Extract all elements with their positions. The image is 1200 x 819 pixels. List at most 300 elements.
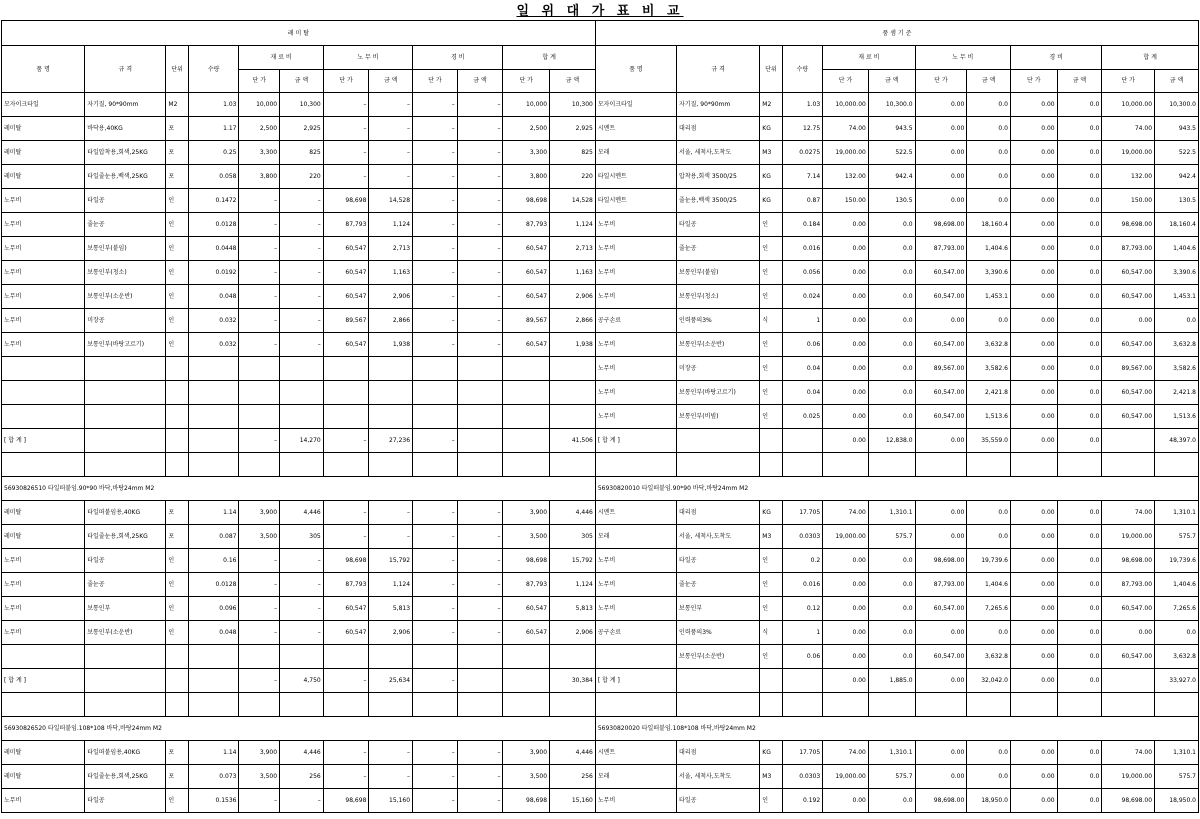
right-cell bbox=[1102, 429, 1155, 453]
left-cell: – bbox=[457, 789, 503, 813]
left-cell: 노무비 bbox=[2, 213, 85, 237]
right-cell: 98,698.00 bbox=[915, 549, 967, 573]
left-cell bbox=[550, 357, 596, 381]
right-cell: 0.0 bbox=[967, 141, 1011, 165]
header-unit: 단위 bbox=[760, 46, 782, 93]
left-cell bbox=[239, 453, 280, 477]
right-cell bbox=[782, 453, 823, 477]
right-cell: 0.00 bbox=[823, 237, 869, 261]
right-cell: 522.5 bbox=[1155, 141, 1199, 165]
right-cell: 1,404.6 bbox=[1155, 237, 1199, 261]
right-cell bbox=[595, 645, 676, 669]
left-cell: 87,793 bbox=[503, 213, 550, 237]
right-cell: 식 bbox=[760, 309, 782, 333]
left-cell: 256 bbox=[280, 765, 324, 789]
right-cell: 0.00 bbox=[823, 357, 869, 381]
right-cell: KG bbox=[760, 165, 782, 189]
right-cell: 2,421.8 bbox=[967, 381, 1011, 405]
right-cell: 0.00 bbox=[823, 597, 869, 621]
header-material: 재 료 비 bbox=[823, 46, 915, 70]
table-row bbox=[2, 117, 1199, 141]
right-cell: 0.00 bbox=[1010, 93, 1057, 117]
left-cell: – bbox=[323, 429, 369, 453]
left-cell: – bbox=[369, 765, 413, 789]
left-cell: 포 bbox=[166, 525, 188, 549]
left-cell: 10,300 bbox=[280, 93, 324, 117]
right-cell bbox=[1155, 453, 1199, 477]
right-cell: 서울, 세척사,도착도 bbox=[677, 525, 760, 549]
left-cell: 10,000 bbox=[239, 93, 280, 117]
right-cell: 575.7 bbox=[1155, 525, 1199, 549]
right-cell: 0.0 bbox=[1155, 309, 1199, 333]
right-cell: 1,310.1 bbox=[868, 741, 915, 765]
right-cell: 모자이크타일 bbox=[595, 93, 676, 117]
left-cell bbox=[550, 381, 596, 405]
right-cell: 0.0 bbox=[967, 741, 1011, 765]
right-cell: 시멘트 bbox=[595, 117, 676, 141]
right-cell: 0.00 bbox=[915, 165, 967, 189]
left-cell: – bbox=[457, 525, 503, 549]
right-cell: 0.0275 bbox=[782, 141, 823, 165]
left-cell bbox=[413, 453, 458, 477]
left-cell: 노무비 bbox=[2, 261, 85, 285]
right-cell: 7,265.6 bbox=[967, 597, 1011, 621]
table-row bbox=[2, 453, 1199, 477]
right-cell: 노무비 bbox=[595, 789, 676, 813]
left-cell: 0.087 bbox=[188, 525, 239, 549]
right-cell: 인 bbox=[760, 213, 782, 237]
right-cell: 0.0 bbox=[1057, 429, 1102, 453]
left-cell bbox=[323, 405, 369, 429]
table-row bbox=[2, 141, 1199, 165]
left-cell: – bbox=[457, 213, 503, 237]
right-cell: 타일공 bbox=[677, 789, 760, 813]
left-cell: 98,698 bbox=[503, 549, 550, 573]
right-cell: 0.0 bbox=[868, 789, 915, 813]
right-cell: 60,547.00 bbox=[915, 285, 967, 309]
left-cell bbox=[2, 645, 85, 669]
left-cell: 3,500 bbox=[239, 525, 280, 549]
left-cell bbox=[457, 693, 503, 717]
left-cell bbox=[280, 381, 324, 405]
left-cell: – bbox=[280, 237, 324, 261]
right-cell: 모래 bbox=[595, 525, 676, 549]
left-cell bbox=[166, 669, 188, 693]
table-row bbox=[2, 573, 1199, 597]
left-cell bbox=[85, 669, 166, 693]
left-cell bbox=[166, 429, 188, 453]
right-cell: 공구손료 bbox=[595, 621, 676, 645]
right-cell: 0.0 bbox=[1057, 765, 1102, 789]
left-cell: 레미탈 bbox=[2, 501, 85, 525]
left-cell: 2,713 bbox=[550, 237, 596, 261]
left-cell bbox=[457, 669, 503, 693]
left-cell: – bbox=[239, 189, 280, 213]
left-cell: 1.14 bbox=[188, 741, 239, 765]
left-cell: 2,713 bbox=[369, 237, 413, 261]
right-cell: 0.00 bbox=[1010, 597, 1057, 621]
left-cell: 인 bbox=[166, 261, 188, 285]
left-cell: 30,384 bbox=[550, 669, 596, 693]
right-cell: 0.192 bbox=[782, 789, 823, 813]
left-cell: 인 bbox=[166, 573, 188, 597]
left-cell: 60,547 bbox=[503, 597, 550, 621]
right-cell: 60,547.00 bbox=[915, 381, 967, 405]
right-cell: [ 합 계 ] bbox=[595, 669, 676, 693]
left-cell: 15,160 bbox=[369, 789, 413, 813]
right-cell: 60,547.00 bbox=[915, 333, 967, 357]
right-cell: 인 bbox=[760, 789, 782, 813]
right-cell bbox=[1057, 693, 1102, 717]
left-cell: – bbox=[457, 333, 503, 357]
left-cell: 0.0448 bbox=[188, 237, 239, 261]
table-row bbox=[2, 669, 1199, 693]
right-cell: 74.00 bbox=[1102, 501, 1155, 525]
left-cell bbox=[239, 381, 280, 405]
table-body bbox=[2, 21, 1199, 813]
right-cell: 12,838.0 bbox=[868, 429, 915, 453]
right-cell: 60,547.00 bbox=[1102, 645, 1155, 669]
left-cell: 타일줄눈용,회색,25KG bbox=[85, 525, 166, 549]
right-cell: 74.00 bbox=[1102, 741, 1155, 765]
left-cell: 14,528 bbox=[550, 189, 596, 213]
left-cell bbox=[188, 669, 239, 693]
left-cell: 0.032 bbox=[188, 309, 239, 333]
right-cell: 7.14 bbox=[782, 165, 823, 189]
left-cell: 3,800 bbox=[503, 165, 550, 189]
right-cell: 0.0 bbox=[1057, 93, 1102, 117]
right-cell: 노무비 bbox=[595, 213, 676, 237]
right-cell bbox=[782, 429, 823, 453]
right-cell: 3,632.8 bbox=[967, 645, 1011, 669]
right-cell: 0.0 bbox=[1057, 237, 1102, 261]
left-cell: 3,500 bbox=[503, 525, 550, 549]
right-cell: 0.00 bbox=[1010, 789, 1057, 813]
left-cell bbox=[369, 645, 413, 669]
right-cell: 0.00 bbox=[1010, 165, 1057, 189]
right-cell: 12.75 bbox=[782, 117, 823, 141]
header-labor: 노 무 비 bbox=[323, 46, 412, 70]
right-cell: 0.0 bbox=[1057, 621, 1102, 645]
left-cell: 0.048 bbox=[188, 621, 239, 645]
right-cell: 0.0 bbox=[1057, 165, 1102, 189]
table-row bbox=[2, 333, 1199, 357]
left-cell: – bbox=[457, 741, 503, 765]
right-cell: 98,698.00 bbox=[915, 789, 967, 813]
left-cell: – bbox=[280, 309, 324, 333]
right-cell: 인 bbox=[760, 261, 782, 285]
right-cell: 노무비 bbox=[595, 285, 676, 309]
left-cell: 4,446 bbox=[280, 501, 324, 525]
left-cell bbox=[188, 693, 239, 717]
right-cell: 3,390.6 bbox=[1155, 261, 1199, 285]
left-cell bbox=[85, 429, 166, 453]
right-cell: 87,793.00 bbox=[915, 573, 967, 597]
right-cell bbox=[1057, 453, 1102, 477]
right-cell: 0.024 bbox=[782, 285, 823, 309]
right-cell: 0.00 bbox=[1010, 189, 1057, 213]
left-cell: – bbox=[280, 573, 324, 597]
left-cell: 3,900 bbox=[503, 741, 550, 765]
right-cell: 19,000.00 bbox=[823, 525, 869, 549]
table-row bbox=[2, 357, 1199, 381]
right-cell: 1.03 bbox=[782, 93, 823, 117]
left-cell: 15,792 bbox=[550, 549, 596, 573]
left-cell bbox=[323, 693, 369, 717]
right-cell: 0.0 bbox=[1155, 621, 1199, 645]
right-cell: 3,632.8 bbox=[1155, 333, 1199, 357]
right-cell: 0.0 bbox=[1057, 741, 1102, 765]
right-cell: 89,567.00 bbox=[915, 357, 967, 381]
left-cell: – bbox=[369, 141, 413, 165]
header-spec: 규 격 bbox=[85, 46, 166, 93]
right-cell: 0.0 bbox=[1057, 645, 1102, 669]
left-cell: 98,698 bbox=[323, 789, 369, 813]
left-cell bbox=[85, 405, 166, 429]
right-cell: 인 bbox=[760, 333, 782, 357]
left-cell: 보통인부(소운반) bbox=[85, 285, 166, 309]
left-cell: – bbox=[239, 213, 280, 237]
table-row bbox=[2, 621, 1199, 645]
right-cell: 0.0 bbox=[868, 237, 915, 261]
right-cell: 인 bbox=[760, 573, 782, 597]
right-cell: 0.0 bbox=[1057, 501, 1102, 525]
right-cell: 87,793.00 bbox=[1102, 237, 1155, 261]
left-cell: 바닥용,40KG bbox=[85, 117, 166, 141]
right-cell: 노무비 bbox=[595, 381, 676, 405]
left-cell: [ 합 계 ] bbox=[2, 429, 85, 453]
right-cell: 줄눈공 bbox=[677, 237, 760, 261]
left-cell: 4,446 bbox=[550, 501, 596, 525]
right-cell: 150.00 bbox=[1102, 189, 1155, 213]
right-cell: 미장공 bbox=[677, 357, 760, 381]
left-cell: – bbox=[323, 501, 369, 525]
left-cell: 노무비 bbox=[2, 333, 85, 357]
left-cell: 5,813 bbox=[369, 597, 413, 621]
right-cell: 0.00 bbox=[1010, 213, 1057, 237]
left-cell bbox=[166, 405, 188, 429]
left-cell: – bbox=[413, 525, 458, 549]
left-cell: 보통인부(바탕고르기) bbox=[85, 333, 166, 357]
left-cell: 타일압착용,회색,25KG bbox=[85, 141, 166, 165]
left-cell bbox=[457, 453, 503, 477]
left-cell: – bbox=[280, 213, 324, 237]
left-cell: – bbox=[369, 93, 413, 117]
left-cell: – bbox=[369, 525, 413, 549]
left-cell: 2,866 bbox=[550, 309, 596, 333]
left-cell: – bbox=[280, 597, 324, 621]
right-cell: [ 합 계 ] bbox=[595, 429, 676, 453]
left-cell bbox=[503, 405, 550, 429]
right-cell bbox=[823, 453, 869, 477]
table-row bbox=[2, 597, 1199, 621]
left-cell bbox=[280, 357, 324, 381]
header-amount: 금 액 bbox=[369, 69, 413, 93]
header-unit-price: 단 가 bbox=[503, 69, 550, 93]
right-cell: 0.0 bbox=[967, 117, 1011, 141]
right-cell: 0.0 bbox=[868, 333, 915, 357]
left-cell: 1.17 bbox=[188, 117, 239, 141]
right-cell: 19,000.00 bbox=[823, 765, 869, 789]
right-cell bbox=[1010, 453, 1057, 477]
left-cell bbox=[323, 357, 369, 381]
left-cell: 15,792 bbox=[369, 549, 413, 573]
right-cell: 0.0 bbox=[967, 525, 1011, 549]
right-cell bbox=[595, 453, 676, 477]
right-cell: 1 bbox=[782, 621, 823, 645]
right-cell: 0.00 bbox=[1102, 309, 1155, 333]
right-cell: 17.705 bbox=[782, 501, 823, 525]
right-cell: 0.00 bbox=[823, 429, 869, 453]
left-cell: M2 bbox=[166, 93, 188, 117]
left-cell: – bbox=[280, 261, 324, 285]
left-cell: 60,547 bbox=[503, 261, 550, 285]
left-cell bbox=[280, 453, 324, 477]
left-cell: 0.1472 bbox=[188, 189, 239, 213]
right-cell: 인 bbox=[760, 237, 782, 261]
left-cell bbox=[413, 693, 458, 717]
right-cell: 0.00 bbox=[1010, 501, 1057, 525]
right-cell: 인 bbox=[760, 405, 782, 429]
table-row bbox=[2, 189, 1199, 213]
left-cell: 자기질, 90*90mm bbox=[85, 93, 166, 117]
right-cell: 0.06 bbox=[782, 645, 823, 669]
right-cell bbox=[915, 453, 967, 477]
right-cell: 0.016 bbox=[782, 573, 823, 597]
right-cell: 0.00 bbox=[915, 525, 967, 549]
left-cell: 41,506 bbox=[550, 429, 596, 453]
right-cell: 74.00 bbox=[1102, 117, 1155, 141]
left-cell: – bbox=[413, 573, 458, 597]
right-cell: 0.00 bbox=[823, 789, 869, 813]
right-cell: 74.00 bbox=[823, 741, 869, 765]
right-cell: 0.0 bbox=[1057, 597, 1102, 621]
left-cell: 0.0192 bbox=[188, 261, 239, 285]
left-cell: 60,547 bbox=[323, 261, 369, 285]
left-cell: 2,906 bbox=[550, 621, 596, 645]
right-cell: 0.0 bbox=[1057, 189, 1102, 213]
left-cell: – bbox=[280, 549, 324, 573]
left-cell: – bbox=[239, 429, 280, 453]
left-cell bbox=[166, 381, 188, 405]
left-cell: 3,900 bbox=[239, 741, 280, 765]
right-cell: 60,547.00 bbox=[1102, 333, 1155, 357]
left-cell: 레미탈 bbox=[2, 165, 85, 189]
right-group-title: 56930820020 타일떠붙임.108*108 바닥,바탕24mm M2 bbox=[595, 717, 1198, 741]
right-cell: 노무비 bbox=[595, 597, 676, 621]
right-cell: 32,042.0 bbox=[967, 669, 1011, 693]
right-cell: 0.00 bbox=[1010, 765, 1057, 789]
left-cell: [ 합 계 ] bbox=[2, 669, 85, 693]
left-cell bbox=[280, 645, 324, 669]
left-cell bbox=[188, 405, 239, 429]
left-cell bbox=[550, 645, 596, 669]
left-cell: 98,698 bbox=[503, 789, 550, 813]
right-cell: 98,698.00 bbox=[1102, 213, 1155, 237]
table-row bbox=[2, 261, 1199, 285]
right-cell: 0.00 bbox=[1010, 237, 1057, 261]
table-row bbox=[2, 405, 1199, 429]
left-cell: 포 bbox=[166, 501, 188, 525]
right-cell: 0.0 bbox=[868, 357, 915, 381]
left-cell: 노무비 bbox=[2, 621, 85, 645]
left-cell: – bbox=[239, 237, 280, 261]
right-cell bbox=[1102, 693, 1155, 717]
right-cell: 943.5 bbox=[1155, 117, 1199, 141]
left-cell: – bbox=[413, 213, 458, 237]
left-cell: 노무비 bbox=[2, 597, 85, 621]
right-cell: 0.87 bbox=[782, 189, 823, 213]
left-cell bbox=[2, 357, 85, 381]
right-cell: 1 bbox=[782, 309, 823, 333]
left-cell: 미장공 bbox=[85, 309, 166, 333]
left-cell bbox=[85, 453, 166, 477]
left-cell bbox=[239, 405, 280, 429]
left-cell bbox=[166, 645, 188, 669]
left-cell: – bbox=[239, 333, 280, 357]
right-cell bbox=[1102, 453, 1155, 477]
left-cell: 보통인부(붙임) bbox=[85, 237, 166, 261]
right-cell: 0.016 bbox=[782, 237, 823, 261]
right-cell bbox=[782, 693, 823, 717]
right-cell: 0.00 bbox=[1010, 429, 1057, 453]
right-cell: 0.00 bbox=[915, 189, 967, 213]
left-cell: 레미탈 bbox=[2, 141, 85, 165]
right-cell: 인력품의3% bbox=[677, 309, 760, 333]
left-cell: 타일떠붙임용,40KG bbox=[85, 501, 166, 525]
right-cell: 0.00 bbox=[1010, 261, 1057, 285]
right-cell: 1,404.6 bbox=[1155, 573, 1199, 597]
right-cell: 노무비 bbox=[595, 261, 676, 285]
left-cell: – bbox=[323, 165, 369, 189]
left-cell: 노무비 bbox=[2, 189, 85, 213]
left-cell bbox=[2, 381, 85, 405]
right-cell: 1,310.1 bbox=[1155, 501, 1199, 525]
left-cell: 60,547 bbox=[323, 333, 369, 357]
right-cell: 0.0 bbox=[868, 381, 915, 405]
right-cell: 0.00 bbox=[1010, 573, 1057, 597]
left-cell: – bbox=[413, 261, 458, 285]
right-cell: 대리점 bbox=[677, 117, 760, 141]
left-cell: 825 bbox=[280, 141, 324, 165]
table-row bbox=[2, 165, 1199, 189]
right-cell: 130.5 bbox=[1155, 189, 1199, 213]
left-cell: 220 bbox=[280, 165, 324, 189]
left-cell: 노무비 bbox=[2, 573, 85, 597]
left-cell: – bbox=[369, 741, 413, 765]
left-cell bbox=[550, 453, 596, 477]
left-cell: 3,900 bbox=[503, 501, 550, 525]
left-cell: 87,793 bbox=[503, 573, 550, 597]
left-cell: 3,500 bbox=[239, 765, 280, 789]
left-cell: 타일떠붙임용,40KG bbox=[85, 741, 166, 765]
left-cell: 보통인부(소운반) bbox=[85, 621, 166, 645]
right-cell: 0.04 bbox=[782, 357, 823, 381]
left-cell: 2,866 bbox=[369, 309, 413, 333]
left-cell: 60,547 bbox=[323, 597, 369, 621]
left-cell: 포 bbox=[166, 165, 188, 189]
left-cell: 4,446 bbox=[550, 741, 596, 765]
right-cell: 942.4 bbox=[868, 165, 915, 189]
right-cell: 0.00 bbox=[1010, 621, 1057, 645]
right-cell: 노무비 bbox=[595, 405, 676, 429]
left-cell: 포 bbox=[166, 765, 188, 789]
right-cell: 3,582.6 bbox=[967, 357, 1011, 381]
header-unit-price: 단 가 bbox=[823, 69, 869, 93]
left-cell: 60,547 bbox=[323, 237, 369, 261]
right-cell: 0.0 bbox=[967, 165, 1011, 189]
left-cell bbox=[503, 357, 550, 381]
